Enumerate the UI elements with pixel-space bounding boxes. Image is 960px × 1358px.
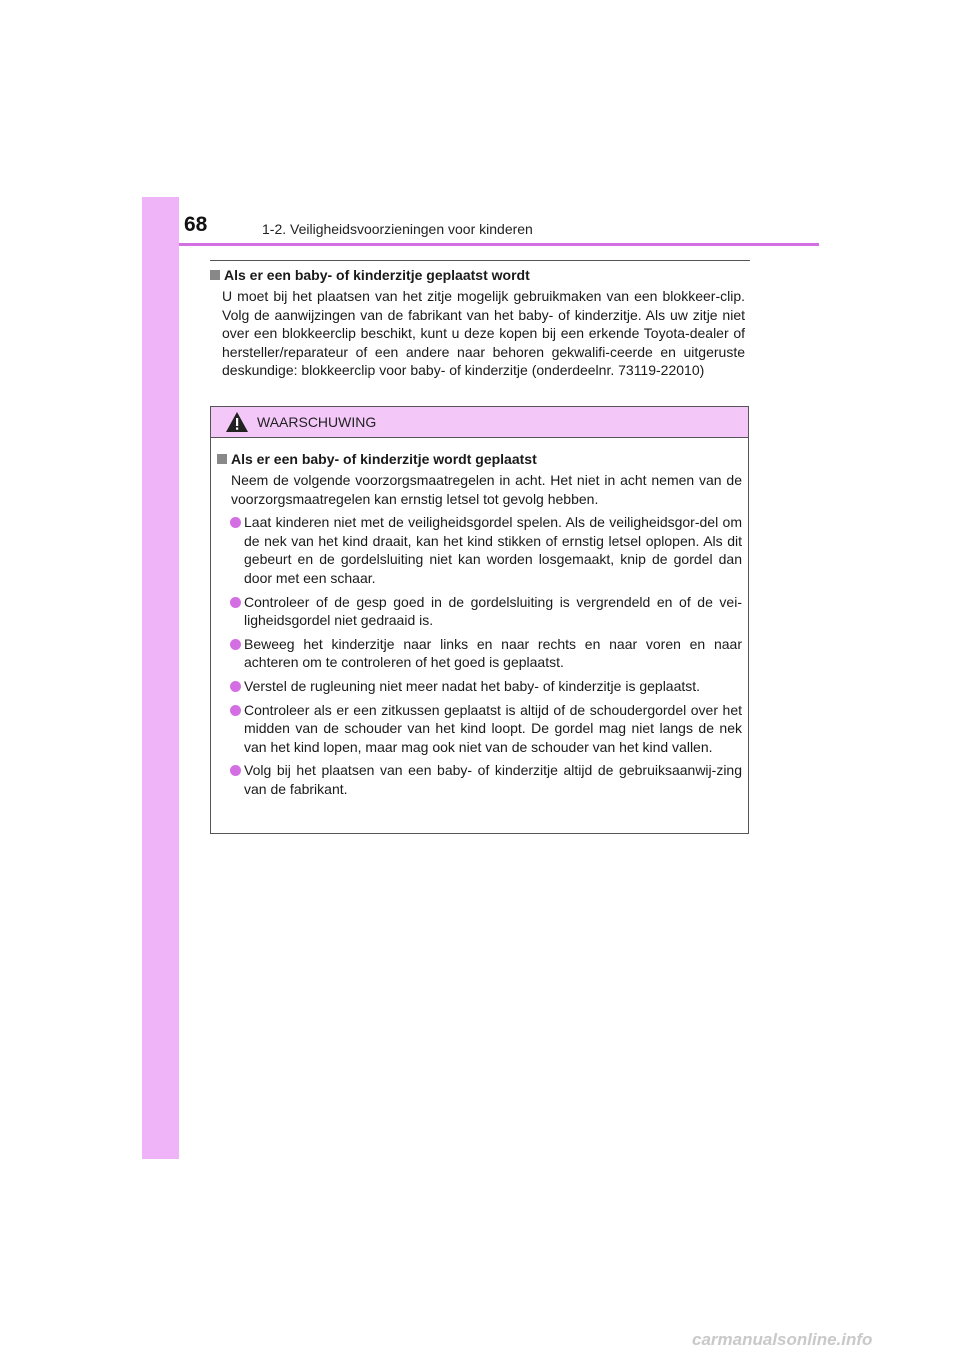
- circle-bullet-icon: [230, 597, 241, 608]
- warning-body: [211, 438, 748, 799]
- warning-box: [210, 406, 749, 834]
- page-number: 68: [184, 213, 208, 236]
- section-divider: [210, 260, 750, 261]
- list-item-text: Beweeg het kinderzitje naar links en naar rechts en naar voren en naar achteren om te controleren of het goed is geplaatst.: [244, 635, 742, 671]
- warning-list: [217, 513, 742, 798]
- circle-bullet-icon: [230, 517, 241, 528]
- chapter-title: 1-2. Veiligheidsvoorzieningen voor kinderen: [262, 221, 533, 237]
- circle-bullet-icon: [230, 681, 241, 692]
- list-item-text: Controleer of de gesp goed in de gordelsluiting is vergrendeld en of de vei-ligheidsgordel niet gedraaid is.: [244, 593, 742, 629]
- square-bullet-icon: [210, 270, 220, 280]
- list-item-text: Volg bij het plaatsen van een baby- of kinderzitje altijd de gebruiksaanwij-zing van de fabrikant.: [244, 762, 742, 797]
- list-item-text: Laat kinderen niet met de veiligheidsgordel spelen. Als de veiligheidsgor-del om de nek van het kind draait, kan het kind stikken of ernstig letsel oplopen. Als dit gebeurt en de gordelsluiting niet kan worden losgemaakt, knip de gordel dan door met een schaar.: [244, 514, 742, 586]
- warning-title-text: Als er een baby- of kinderzitje wordt geplaatst: [231, 451, 537, 467]
- header-divider: [179, 243, 819, 246]
- list-item: [217, 593, 742, 630]
- list-item: [217, 677, 742, 696]
- section-body: U moet bij het plaatsen van het zitje mogelijk gebruikmaken van een blokkeer-clip. Volg de aanwijzingen van de fabrikant van het baby- of kinderzitje. Als uw zitje niet over een blokkeerclip beschikt, kunt u deze kopen bij een erkende Toyota-dealer of hersteller/reparateur of een andere naar behoren gekwalifi-ceerde en uitgeruste deskundige: blokkeerclip voor baby- of kinderzitje (onderdeelnr. 73119-22010): [222, 288, 745, 379]
- list-item: [217, 701, 742, 757]
- section-heading: [210, 266, 745, 284]
- warning-heading: [217, 450, 742, 468]
- square-bullet-icon: [217, 454, 227, 464]
- list-item-text: Controleer als er een zitkussen geplaatst is altijd of de schoudergordel over het midden van de schouder van het kind loopt. De gordel mag niet langs de nek van het kind lopen, maar mag ook niet van de schouder van het kind vallen.: [244, 701, 742, 755]
- list-item: [217, 635, 742, 672]
- list-item-text: Verstel de rugleuning niet meer nadat het baby- of kinderzitje is geplaatst.: [244, 677, 701, 694]
- section-title-text: Als er een baby- of kinderzitje geplaatst wordt: [224, 267, 530, 283]
- watermark: carmanualsonline.info: [692, 1330, 873, 1349]
- circle-bullet-icon: [230, 705, 241, 716]
- warning-intro: Neem de volgende voorzorgsmaatregelen in acht. Het niet in acht nemen van de voorzorgsmaatregelen kan ernstig letsel tot gevolg hebben.: [231, 472, 742, 507]
- sidebar-tab: [142, 197, 179, 1159]
- circle-bullet-icon: [230, 765, 241, 776]
- warning-triangle-icon: [225, 411, 249, 433]
- circle-bullet-icon: [230, 639, 241, 650]
- list-item: [217, 761, 742, 798]
- warning-header: [211, 407, 748, 438]
- section-block: [210, 266, 745, 380]
- warning-label: WAARSCHUWING: [257, 414, 377, 430]
- list-item: [217, 513, 742, 587]
